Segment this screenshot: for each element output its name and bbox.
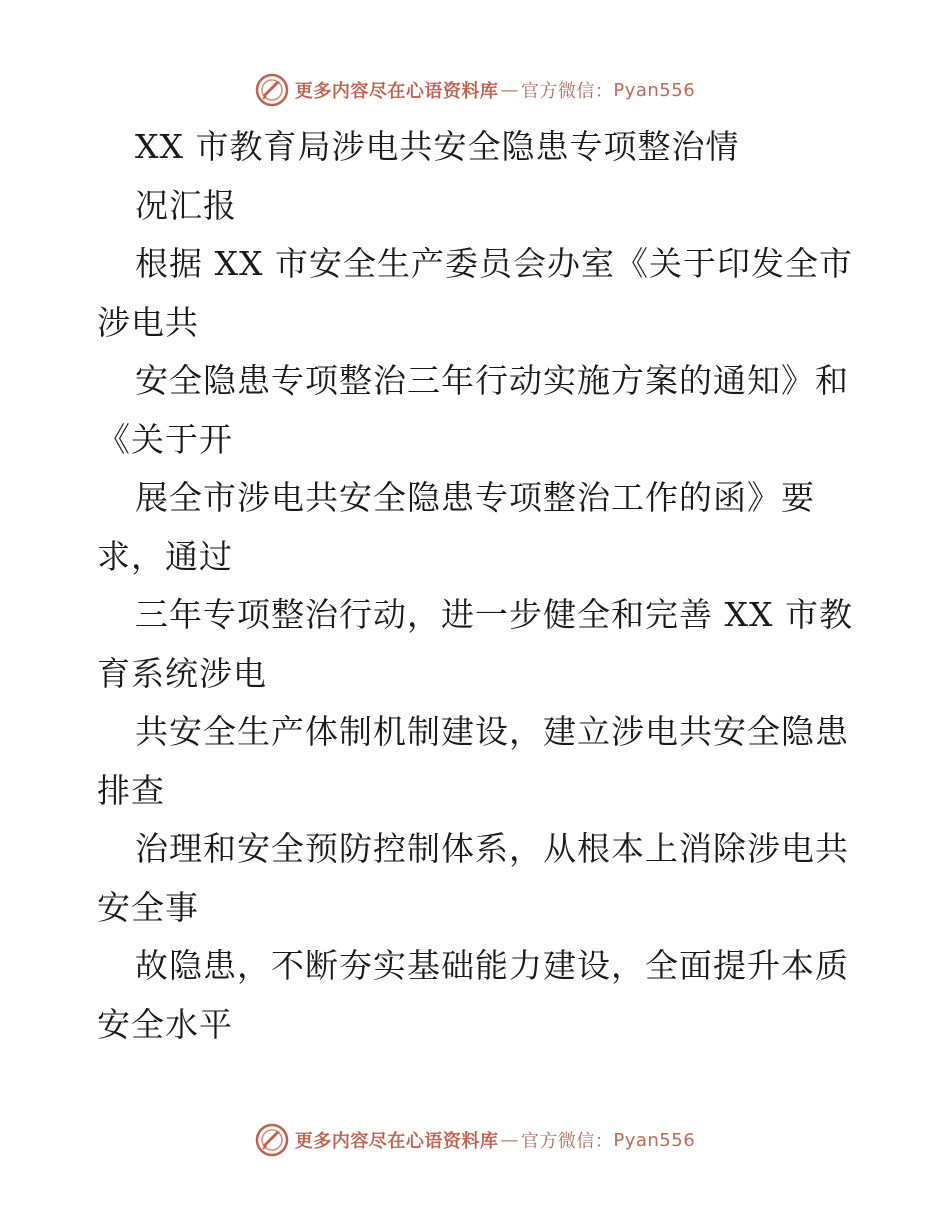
text-line: 根据 XX 市安全生产委员会办室《关于印发全市	[135, 244, 853, 283]
text-line: 展全市涉电共安全隐患专项整治工作的函》要	[135, 478, 815, 517]
text-line: 故隐患，不断夯实基础能力建设，全面提升本质	[135, 946, 849, 985]
watermark-dash: —	[500, 1129, 519, 1151]
watermark-wechat-id: Pyan556	[613, 79, 696, 101]
text-line: 排查	[97, 770, 165, 810]
quill-pen-icon	[255, 1123, 289, 1157]
text-line: 涉电共	[97, 302, 199, 342]
watermark-main-text: 更多内容尽在心语资料库	[294, 1131, 499, 1152]
text-line: 治理和安全预防控制体系，从根本上消除涉电共	[135, 829, 849, 868]
text-line: 安全隐患专项整治三年行动实施方案的通知》和	[135, 361, 849, 400]
text-line: 三年专项整治行动，进一步健全和完善 XX 市教	[135, 595, 853, 634]
text-line: 育系统涉电	[97, 653, 267, 693]
watermark-wechat-id: Pyan556	[613, 1129, 696, 1151]
header-watermark	[0, 70, 950, 110]
text-line: 安全水平	[97, 1004, 233, 1044]
text-line: 况汇报	[135, 185, 237, 225]
text-line: XX 市教育局涉电共安全隐患专项整治情	[135, 127, 740, 166]
watermark-wechat-label: 官方微信：	[520, 81, 614, 102]
text-line: 安全事	[97, 887, 199, 927]
text-line: 求，通过	[97, 536, 233, 576]
watermark-dash: —	[500, 79, 519, 101]
watermark-main-text: 更多内容尽在心语资料库	[294, 81, 499, 102]
text-line: 《关于开	[97, 419, 233, 459]
footer-watermark	[0, 1120, 950, 1160]
document-body	[97, 118, 857, 1054]
quill-pen-icon	[255, 73, 289, 107]
watermark-wechat-label: 官方微信：	[520, 1131, 614, 1152]
text-line: 共安全生产体制机制建设，建立涉电共安全隐患	[135, 712, 849, 751]
